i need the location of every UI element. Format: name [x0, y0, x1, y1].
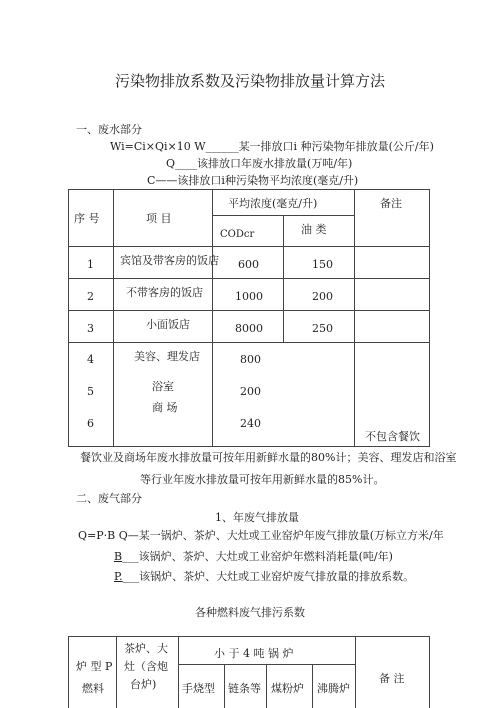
- row4-no: 4: [87, 353, 94, 366]
- table2-remark: 备 注: [379, 672, 405, 685]
- furnace-type-label: 炉 型 P: [76, 660, 113, 673]
- header-oil: 油 类: [301, 223, 327, 236]
- row6-no: 6: [87, 417, 94, 430]
- underline-blank: —: [127, 529, 139, 542]
- small-boiler-header: 小 于 4 吨 锅 炉: [214, 647, 294, 660]
- page-title: 污染物排放系数及污染物排放量计算方法: [114, 72, 385, 90]
- row4-item: 美容、理发店: [134, 350, 200, 363]
- sub-fluidized: 沸腾炉: [317, 682, 350, 695]
- sub-hand-fired: 手烧型: [182, 682, 215, 695]
- row1-no: 1: [87, 258, 94, 271]
- water-formula-line: [110, 138, 434, 154]
- gas-subheading: 1、年废气排放量: [215, 511, 299, 524]
- p-definition: [114, 568, 414, 584]
- gas-q-description: 某一锅炉、茶炉、大灶或工业窑炉年废气排放量(万标立方米/年: [138, 529, 444, 542]
- row1-cod: 600: [238, 258, 259, 271]
- gas-formula: Q=P·B Q: [78, 529, 128, 542]
- teapot-label-1: 茶炉、大: [124, 642, 168, 655]
- row2-item: 不带客房的饭店: [126, 286, 203, 299]
- row4-cod: 800: [240, 353, 261, 366]
- q-description: 该排放口年废水排放量(万吨/年): [197, 157, 353, 170]
- section-water-heading: 一、废水部分: [76, 123, 142, 136]
- row3-no: 3: [87, 322, 94, 335]
- emission-coefficient-table: [68, 636, 430, 708]
- p-description: 该锅炉、茶炉、大灶或工业窑炉废气排放量的排放系数。: [139, 570, 415, 583]
- gas-formula-line: [78, 527, 444, 543]
- b-definition: [114, 548, 393, 564]
- header-remark: 备注: [380, 197, 402, 210]
- section-gas-heading: 二、废气部分: [76, 492, 142, 505]
- q-label: Q: [166, 157, 176, 170]
- header-cod: CODcr: [220, 229, 255, 240]
- table2-title: 各种燃料废气排污系数: [195, 606, 305, 619]
- table-grid: [68, 189, 430, 447]
- w-description: 某一排放口i 种污染物年排放量(公斤/年): [238, 140, 434, 153]
- wastewater-table: [68, 189, 430, 447]
- b-description: 该锅炉、茶炉、大灶或工业窑炉年燃料消耗量(吨/年): [138, 550, 393, 563]
- water-formula: Wi=Ci×Qi×10 W: [110, 140, 206, 153]
- row2-oil: 200: [312, 290, 333, 303]
- fuel-label: 燃料: [82, 682, 104, 695]
- c-definition: [147, 172, 358, 188]
- header-item: 项 目: [146, 212, 172, 225]
- c-description: 该排放口i种污染物平均浓度(毫克/升): [177, 174, 359, 187]
- underline-blank: ___: [122, 550, 139, 563]
- row1-item: 宾馆及带客房的饭店: [120, 254, 219, 267]
- teapot-label-3: 台炉): [130, 678, 157, 691]
- c-label: C: [147, 174, 156, 187]
- group-remark: 不包含餐饮: [365, 430, 420, 443]
- row6-cod: 240: [240, 417, 261, 430]
- row5-no: 5: [87, 385, 94, 398]
- row5-item: 浴室: [152, 380, 174, 393]
- note-line-1: 餐饮业及商场年废水排放量可按年用新鲜水量的80%计；美容、理发店和浴室: [80, 451, 457, 464]
- row3-item: 小面饭店: [146, 318, 190, 331]
- underline-blank: ______: [205, 140, 239, 153]
- row2-no: 2: [87, 290, 94, 303]
- sub-pulverized: 煤粉炉: [271, 682, 304, 695]
- row2-cod: 1000: [235, 290, 263, 303]
- underline-blank: ___: [122, 570, 140, 583]
- p-label: P.: [114, 570, 123, 583]
- q-definition: [166, 155, 352, 171]
- sub-chain-grate: 链条等: [228, 682, 261, 695]
- row5-cod: 200: [240, 385, 261, 398]
- underline-blank: ____: [175, 157, 198, 170]
- row3-cod: 8000: [235, 322, 263, 335]
- header-no: 序 号: [74, 212, 100, 225]
- row6-item: 商 场: [152, 401, 178, 414]
- teapot-label-2: 灶（含炮: [124, 660, 168, 673]
- note-line-2: 等行业年废水排放量可按年用新鲜水量的85%计。: [140, 473, 385, 486]
- row1-oil: 150: [312, 258, 333, 271]
- underline-blank: ——: [155, 174, 178, 187]
- row3-oil: 250: [312, 322, 333, 335]
- b-label: B: [114, 550, 123, 563]
- header-avg-concentration: 平均浓度(毫克/升): [228, 197, 318, 210]
